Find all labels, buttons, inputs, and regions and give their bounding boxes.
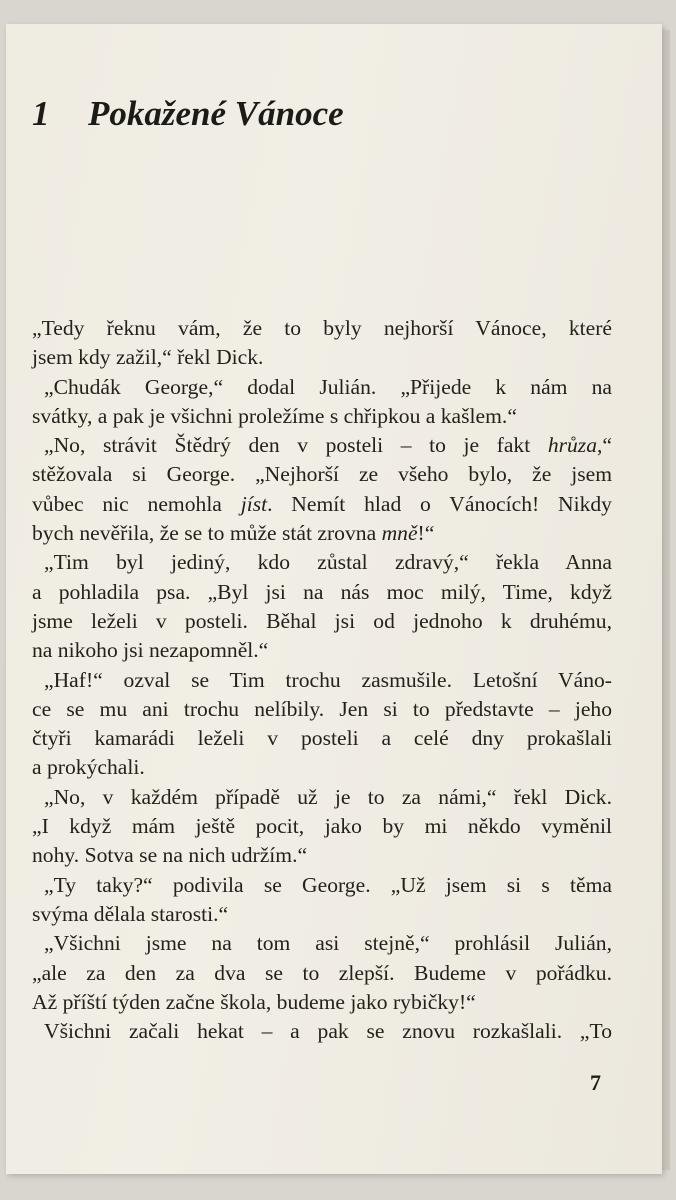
- text-line: a pohladila psa. „Byl jsi na nás moc milý, Time, když: [32, 579, 612, 604]
- chapter-number: 1: [32, 94, 50, 133]
- paragraph: [32, 666, 612, 783]
- text-line: „Tim byl jediný, kdo zůstal zdravý,“ řekla Anna: [44, 550, 612, 575]
- text-run: !“: [417, 521, 435, 546]
- text-line: na nikoho jsi nezapomněl.“: [32, 638, 269, 663]
- italic-emphasis: hrůza: [547, 433, 598, 458]
- text-line: ce se mu ani trochu nelíbily. Jen si to představte – jeho: [32, 696, 612, 721]
- paragraph: [32, 871, 612, 930]
- text-line: „I když mám ještě pocit, jako by mi někdo vyměnil: [32, 814, 612, 839]
- text-line: [32, 490, 612, 519]
- italic-emphasis: mně: [381, 521, 418, 546]
- paragraph: [32, 783, 612, 871]
- paragraph: [32, 431, 612, 548]
- paragraph: [32, 548, 612, 665]
- text-line: „Chudák George,“ dodal Julián. „Přijede k nám na: [44, 374, 612, 399]
- text-line: stěžovala si George. „Nejhorší ze všeho bylo, že jsem: [32, 462, 612, 487]
- text-line: Všichni začali hekat – a pak se znovu rozkašlali. „To: [44, 1019, 612, 1044]
- paragraph: [32, 314, 612, 373]
- text-line: „Haf!“ ozval se Tim trochu zasmušile. Letošní Váno-: [44, 667, 612, 692]
- book-page: [6, 24, 662, 1174]
- text-line: „No, v každém případě už je to za námi,“ řekl Dick.: [44, 784, 612, 809]
- text-line: „Všichni jsme na tom asi stejně,“ prohlásil Julián,: [44, 931, 612, 956]
- text-line: nohy. Sotva se na nich udržím.“: [32, 843, 308, 868]
- text-line: „ale za den za dva se to zlepší. Budeme v pořádku.: [32, 960, 612, 985]
- italic-emphasis: jíst: [240, 491, 268, 516]
- text-line: svátky, a pak je všichni proležíme s chřipkou a kašlem.“: [32, 403, 517, 428]
- text-run: ,“: [597, 433, 612, 458]
- text-line: Až příští týden začne škola, budeme jako rybičky!“: [32, 989, 476, 1014]
- chapter-title: Pokažené Vánoce: [88, 94, 344, 133]
- text-line: svýma dělala starosti.“: [32, 901, 229, 926]
- text-line: jsme leželi v posteli. Běhal jsi od jednoho k druhému,: [32, 608, 612, 633]
- text-run: bych nevěřila, že se to může stát zrovna: [32, 521, 382, 546]
- text-line: čtyři kamarádi leželi v posteli a celé dny prokašlali: [32, 726, 612, 751]
- body-text: [32, 314, 612, 1046]
- text-line: jsem kdy zažil,“ řekl Dick.: [32, 345, 264, 370]
- text-run: vůbec nic nemohla: [32, 491, 241, 516]
- text-line: „Tedy řeknu vám, že to byly nejhorší Vánoce, které: [32, 316, 612, 340]
- text-line: [32, 431, 612, 460]
- chapter-heading: [32, 94, 344, 134]
- text-run: „No, strávit Štědrý den v posteli – to je fakt: [44, 433, 548, 458]
- paragraph: [32, 1017, 612, 1046]
- text-line: „Ty taky?“ podivila se George. „Už jsem si s těma: [44, 872, 612, 897]
- text-run: . Nemít hlad o Vánocích! Nikdy: [267, 491, 612, 516]
- paragraph: [32, 373, 612, 432]
- page-number: 7: [590, 1070, 601, 1095]
- paragraph: [32, 929, 612, 1017]
- text-line: a prokýchali.: [32, 755, 145, 780]
- text-line: [32, 519, 612, 548]
